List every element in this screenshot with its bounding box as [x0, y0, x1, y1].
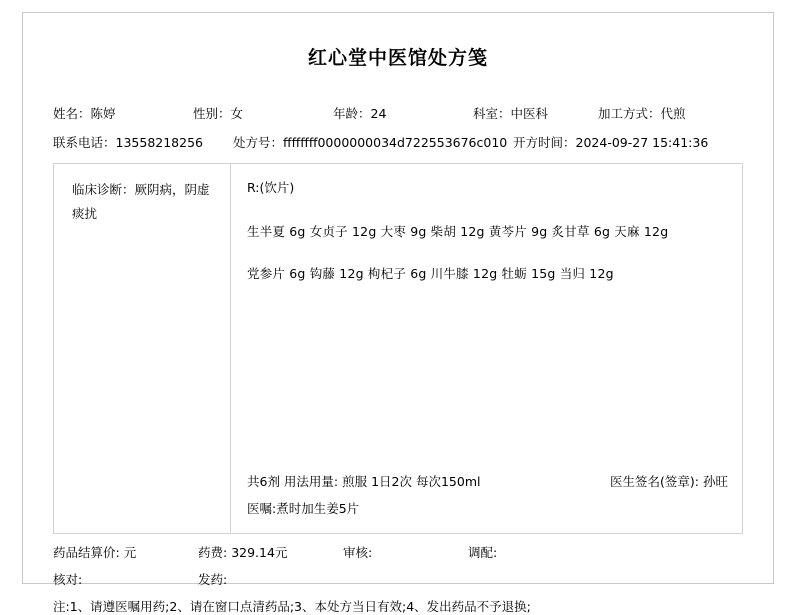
field-check	[53, 570, 198, 588]
herb-line-1: 生半夏 6g 女贞子 12g 大枣 9g 柴胡 12g 黄芩片 9g 炙甘草 6g 天麻 12g	[247, 224, 669, 239]
field-issue-time-value: 2024-09-27 15:41:36	[575, 135, 709, 150]
field-age-value: 24	[370, 106, 387, 121]
page-title: 红心堂中医馆处方笺	[307, 47, 488, 69]
prescription-sheet	[22, 12, 774, 614]
meta-row-1	[53, 104, 743, 122]
field-prescription-no	[233, 133, 513, 151]
settlement-row-2	[53, 561, 743, 588]
field-dispense	[468, 543, 497, 561]
field-processing	[598, 104, 686, 122]
prescription-body-cell	[231, 164, 743, 534]
field-department	[473, 104, 598, 122]
field-issue-drug	[198, 570, 343, 588]
field-dispense-label: 调配:	[468, 545, 498, 560]
field-age-label: 年龄：	[333, 106, 371, 121]
field-gender-value: 女	[230, 106, 244, 121]
field-prescription-no-label: 处方号：	[233, 135, 284, 150]
field-gender	[193, 104, 333, 122]
usage-text: 共6剂 用法用量: 煎服 1日2次 每次150ml	[247, 474, 481, 489]
footer-note: 注:1、请遵医嘱用药;2、请在窗口点清药品;3、本处方当日有效;4、发出药品不予退换;	[53, 599, 531, 614]
field-processing-label: 加工方式：	[598, 106, 661, 121]
patient-meta	[23, 104, 773, 151]
diagnosis-value: 厥阴病，阴虚痰扰	[72, 182, 210, 221]
field-phone	[53, 133, 233, 151]
field-drug-fee-label: 药费:	[198, 545, 228, 560]
doctor-signature: 医生签名(签章): 孙旺	[610, 474, 728, 489]
field-gender-label: 性别：	[193, 106, 231, 121]
field-issue-time-label: 开方时间：	[513, 135, 576, 150]
field-settlement-price-label: 药品结算价:	[53, 545, 120, 560]
field-name-value: 陈婷	[90, 106, 116, 121]
doctor-advice: 医嘱:煮时加生姜5片	[247, 501, 360, 516]
field-review	[343, 543, 468, 561]
prescription-footer	[247, 472, 728, 517]
field-department-value: 中医科	[510, 106, 549, 121]
field-settlement-price	[53, 543, 198, 561]
field-check-label: 核对:	[53, 572, 83, 587]
diagnosis-label: 临床诊断：	[72, 182, 135, 197]
field-name-label: 姓名：	[53, 106, 91, 121]
field-department-label: 科室：	[473, 106, 511, 121]
field-drug-fee	[198, 543, 343, 561]
field-phone-value: 13558218256	[115, 135, 203, 150]
meta-row-2	[53, 133, 743, 151]
field-prescription-no-value: ffffffff0000000034d722553676c010	[283, 135, 508, 150]
field-age	[333, 104, 473, 122]
settlement-section	[53, 534, 743, 615]
prescription-table	[53, 163, 743, 534]
field-issue-drug-label: 发药:	[198, 572, 228, 587]
field-review-label: 审核:	[343, 545, 373, 560]
field-phone-label: 联系电话：	[53, 135, 116, 150]
field-settlement-price-value: 元	[123, 545, 137, 560]
field-drug-fee-value: 329.14元	[231, 545, 288, 560]
table-row	[54, 164, 743, 534]
field-processing-value: 代煎	[660, 106, 686, 121]
field-issue-time	[513, 133, 708, 151]
field-name	[53, 104, 193, 122]
diagnosis-cell	[54, 164, 231, 534]
rx-label: R:(饮片)	[247, 180, 295, 195]
settlement-row-1	[53, 534, 743, 561]
usage-and-signature	[247, 472, 728, 490]
herb-line-2: 党参片 6g 钩藤 12g 枸杞子 6g 川牛膝 12g 牡蛎 15g 当归 12g	[247, 266, 614, 281]
